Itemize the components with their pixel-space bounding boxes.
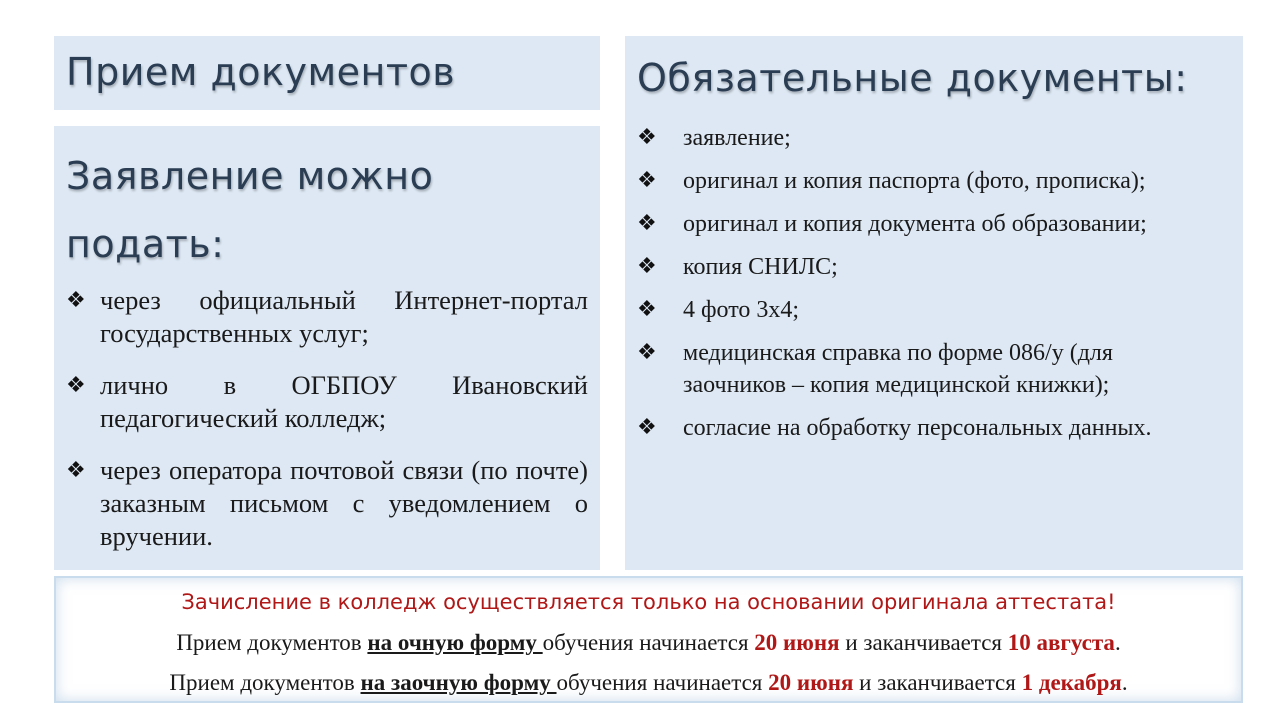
list-item <box>66 369 588 435</box>
list-item-text: через официальный Интернет-портал государственных услуг; <box>100 285 588 348</box>
line-text: и заканчивается <box>839 630 1008 655</box>
diamond-bullet-icon: ❖ <box>637 340 657 365</box>
required-documents-panel <box>625 36 1243 570</box>
list-item-text: копия СНИЛС; <box>683 254 838 280</box>
diamond-bullet-icon: ❖ <box>637 415 657 440</box>
list-item-text: согласие на обработку персональных данных. <box>683 415 1152 441</box>
list-item-text: заявление; <box>683 125 791 151</box>
list-item <box>637 208 1211 240</box>
list-item-text: лично в ОГБПОУ Ивановский педагогический колледж; <box>100 370 588 433</box>
list-item <box>637 337 1211 401</box>
line-text: обучения начинается <box>556 670 769 695</box>
application-methods-heading: Заявление можно подать: <box>66 154 434 266</box>
line-text: обучения начинается <box>542 630 755 655</box>
list-item-text: через оператора почтовой связи (по почте) заказным письмом с уведомлением о вручении. <box>100 455 588 551</box>
line-text: и заканчивается <box>853 670 1022 695</box>
diamond-bullet-icon: ❖ <box>66 288 86 313</box>
diamond-bullet-icon: ❖ <box>637 297 657 322</box>
diamond-bullet-icon: ❖ <box>637 168 657 193</box>
list-item <box>637 251 1211 283</box>
full-time-dates-line <box>56 630 1241 656</box>
list-item <box>637 165 1211 197</box>
page-title: Прием документов <box>66 50 456 94</box>
required-documents-heading: Обязательные документы: <box>637 56 1188 100</box>
diamond-bullet-icon: ❖ <box>66 373 86 398</box>
diamond-bullet-icon: ❖ <box>637 125 657 150</box>
start-date: 20 июня <box>768 670 854 695</box>
part-time-form-label: на заочную форму <box>360 670 557 695</box>
list-item-text: медицинская справка по форме 086/у (для заочников – копия медицинской книжки); <box>683 340 1113 398</box>
list-item <box>637 122 1211 154</box>
full-time-form-label: на очную форму <box>367 630 543 655</box>
end-date: 10 августа <box>1007 630 1115 655</box>
application-methods-panel <box>54 126 600 570</box>
required-documents-list <box>637 122 1211 455</box>
end-date: 1 декабря <box>1021 670 1122 695</box>
list-item-text: оригинал и копия документа об образовании; <box>683 211 1147 237</box>
list-item <box>66 454 588 553</box>
list-item-text: оригинал и копия паспорта (фото, прописка); <box>683 168 1146 194</box>
line-text: Прием документов <box>169 670 361 695</box>
diamond-bullet-icon: ❖ <box>637 254 657 279</box>
title-panel <box>54 36 600 110</box>
enrollment-notice-box <box>54 576 1243 703</box>
list-item <box>637 412 1211 444</box>
line-text: . <box>1114 630 1121 655</box>
line-text: Прием документов <box>176 630 368 655</box>
part-time-dates-line <box>56 670 1241 696</box>
list-item <box>637 294 1211 326</box>
application-methods-list <box>66 284 588 572</box>
list-item <box>66 284 588 350</box>
enrollment-notice: Зачисление в колледж осуществляется только на основании оригинала аттестата! <box>181 590 1116 614</box>
list-item-text: 4 фото 3х4; <box>683 297 800 323</box>
diamond-bullet-icon: ❖ <box>637 211 657 236</box>
line-text: . <box>1121 670 1128 695</box>
diamond-bullet-icon: ❖ <box>66 458 86 483</box>
start-date: 20 июня <box>754 630 840 655</box>
